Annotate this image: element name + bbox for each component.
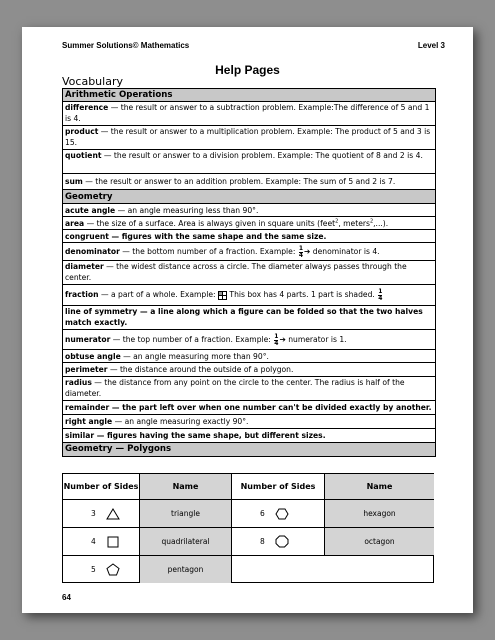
numerator-value: 1 — [274, 332, 279, 340]
section-header-geometry: Geometry — [63, 190, 435, 204]
term: line of symmetry — [65, 307, 138, 316]
definition-radius — [63, 377, 435, 401]
definition-similar — [63, 429, 435, 443]
polygon-sides-cell — [231, 499, 325, 528]
definition-text: — the result or answer to a multiplication problem. Example: The product of 5 and 3 is 15. — [65, 127, 431, 147]
pentagon-icon — [106, 563, 120, 576]
definition-difference — [63, 102, 435, 126]
sides-count: 4 — [91, 537, 96, 546]
denominator-value: 4 — [298, 251, 303, 259]
sides-count: 5 — [91, 565, 96, 574]
term: quotient — [65, 151, 102, 160]
column-header-name: Name — [139, 474, 232, 500]
polygon-sides-cell — [63, 527, 140, 556]
definition-remainder — [63, 401, 435, 415]
definition-product — [63, 126, 435, 150]
sides-count: 6 — [260, 509, 265, 518]
term: remainder — [65, 403, 110, 412]
definition-text: ,...). — [373, 219, 389, 228]
definition-text: — the widest distance across a circle. The diameter always passes through the center. — [65, 262, 407, 282]
definition-text: — the result or answer to a division problem. Example: The quotient of 8 and 2 is 4. — [101, 151, 423, 160]
sides-count: 8 — [260, 537, 265, 546]
definition-text: — the distance around the outside of a polygon. — [107, 365, 294, 374]
fraction-one-fourth — [378, 289, 382, 302]
definition-fraction — [63, 285, 435, 306]
header-series-title: Summer Solutions© Mathematics — [62, 41, 190, 50]
vocabulary-table — [62, 88, 436, 457]
term: right angle — [65, 417, 113, 426]
definition-obtuse-angle — [63, 350, 435, 363]
fraction-one-fourth — [274, 334, 278, 347]
definition-text: — the size of a surface. Area is always given in square units (feet — [84, 219, 336, 228]
polygon-sides-cell — [63, 499, 140, 528]
fraction-one-fourth — [299, 246, 303, 259]
page-number: 64 — [62, 593, 71, 602]
term: area — [65, 219, 85, 228]
shaded-grid-icon — [218, 291, 227, 300]
term: congruent — [65, 232, 109, 241]
definition-text: — an angle measuring exactly 90°. — [112, 417, 249, 426]
superscript: 2 — [369, 218, 374, 225]
definition-line-of-symmetry — [63, 306, 435, 330]
square-icon — [106, 536, 120, 548]
term: acute angle — [65, 206, 116, 215]
definition-text: This box has 4 parts. 1 part is shaded. — [227, 290, 378, 299]
polygons-table — [62, 473, 434, 583]
triangle-icon — [106, 508, 120, 520]
definition-text: — the part left over when one number can't be divided exactly by another. — [109, 403, 432, 412]
hexagon-icon — [275, 508, 289, 520]
definition-text: — the bottom number of a fraction. Example: — [119, 247, 298, 256]
term: denominator — [65, 247, 120, 256]
sides-count: 3 — [91, 509, 96, 518]
header-level: Level 3 — [417, 41, 445, 50]
definition-text: — the result or answer to a subtraction problem. Example:The difference of 5 and 1 is 4. — [65, 103, 430, 123]
definition-text: — figures having the same shape, but different sizes. — [94, 431, 326, 440]
definition-sum — [63, 174, 435, 190]
section-header-polygons: Geometry — Polygons — [63, 443, 435, 456]
term: sum — [65, 177, 83, 186]
term: diameter — [65, 262, 104, 271]
definition-text: — the top number of a fraction. Example: — [110, 335, 274, 344]
definition-text: — figures with the same shape and the same size. — [108, 232, 327, 241]
column-header-number-of-sides: Number of Sides — [63, 474, 140, 500]
term: difference — [65, 103, 109, 112]
superscript: 2 — [335, 218, 339, 225]
term: numerator — [65, 335, 111, 344]
definition-text: — a line along which a figure can be folded so that the two halves match exactly. — [65, 307, 423, 327]
term: fraction — [65, 290, 99, 299]
polygon-name-cell: hexagon — [324, 499, 434, 528]
polygon-name-cell: quadrilateral — [139, 527, 232, 556]
definition-acute-angle — [63, 204, 435, 217]
polygon-sides-cell — [231, 527, 325, 556]
term: product — [65, 127, 99, 136]
polygon-name-cell: octagon — [324, 527, 434, 556]
numerator-value: 1 — [298, 244, 303, 252]
polygon-name-cell: pentagon — [139, 555, 232, 583]
definition-text: , meters — [338, 219, 370, 228]
definition-area — [63, 217, 435, 230]
term: similar — [65, 431, 95, 440]
section-header-arithmetic: Arithmetic Operations — [63, 89, 435, 102]
definition-right-angle — [63, 415, 435, 429]
numerator-value: 1 — [378, 287, 383, 295]
definition-text: — a part of a whole. Example: — [98, 290, 219, 299]
term: obtuse angle — [65, 352, 121, 361]
page-title: Help Pages — [215, 63, 280, 77]
workbook-page — [22, 27, 473, 613]
vocabulary-heading: Vocabulary — [62, 75, 123, 88]
column-header-name: Name — [324, 474, 434, 500]
denominator-value: 4 — [274, 339, 279, 347]
term: radius — [65, 378, 92, 387]
definition-numerator — [63, 330, 435, 350]
empty-cell — [231, 555, 434, 583]
polygon-sides-cell — [63, 555, 140, 583]
definition-diameter — [63, 261, 435, 285]
definition-perimeter — [63, 363, 435, 377]
definition-text: — the result or answer to an addition problem. Example: The sum of 5 and 2 is 7. — [82, 177, 396, 186]
definition-denominator — [63, 243, 435, 261]
definition-quotient — [63, 150, 435, 174]
polygon-name-cell: triangle — [139, 499, 232, 528]
term: perimeter — [65, 365, 108, 374]
octagon-icon — [275, 535, 289, 548]
denominator-value: 4 — [378, 294, 383, 302]
definition-text: — an angle measuring less than 90°. — [115, 206, 259, 215]
definition-text: ➔ denominator is 4. — [304, 247, 380, 256]
definition-text: — the distance from any point on the circle to the center. The radius is half of the diameter. — [65, 378, 405, 398]
definition-text: — an angle measuring more than 90°. — [120, 352, 269, 361]
column-header-number-of-sides: Number of Sides — [231, 474, 325, 500]
definition-congruent — [63, 230, 435, 243]
definition-text: ➔ numerator is 1. — [279, 335, 347, 344]
